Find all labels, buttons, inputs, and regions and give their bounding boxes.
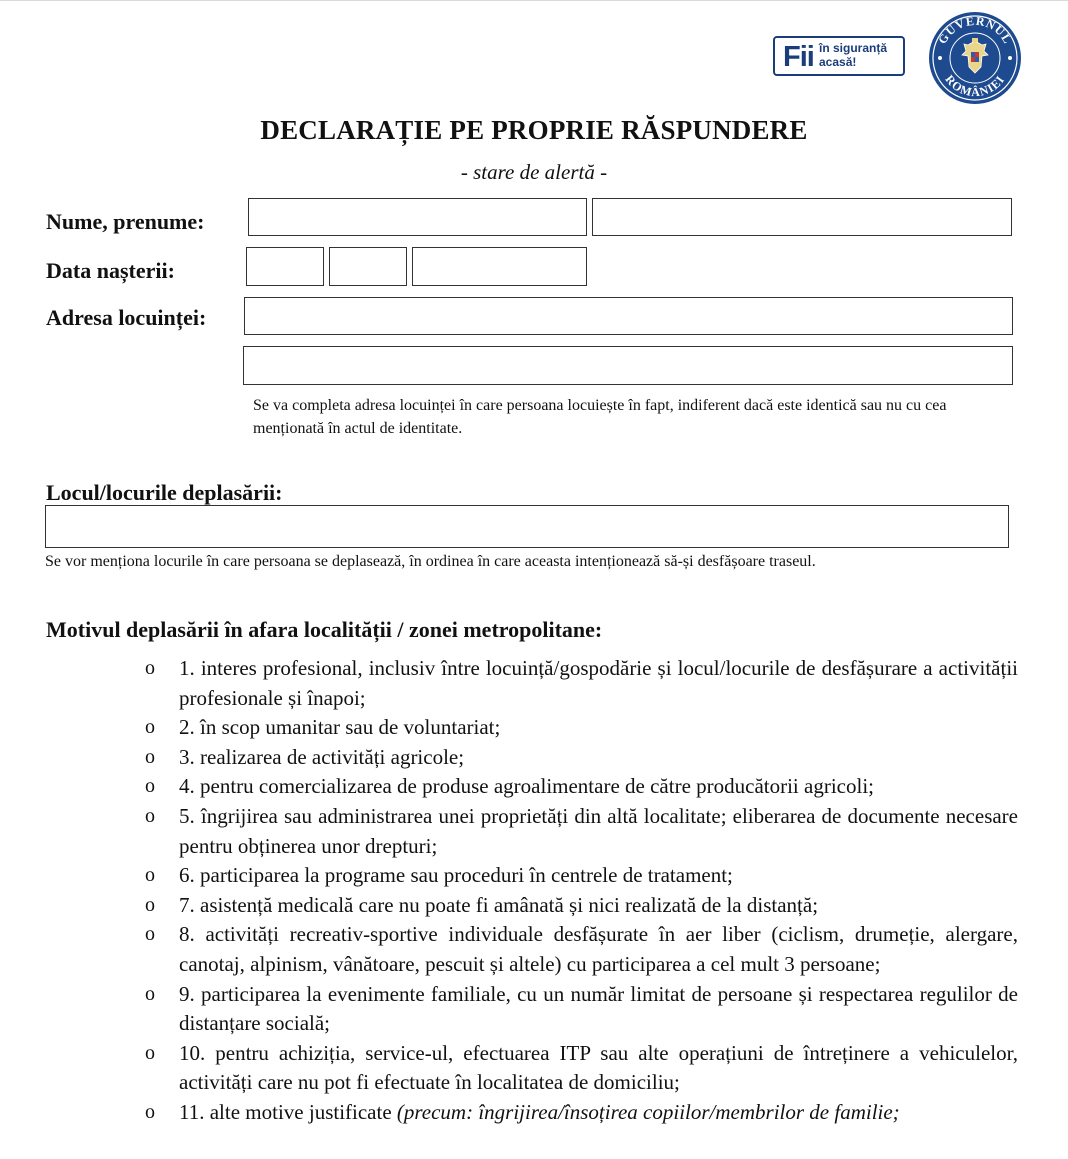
reason-text: 9. participarea la evenimente familiale, cu un număr limitat de persoane și respectarea regulilor de distanțare socială; [179,981,1018,1036]
radio-bullet-icon[interactable]: o [145,923,155,946]
reason-text: 1. interes profesional, inclusiv între locuință/gospodărie și locul/locurile de desfășurare a activității profesionale și înapoi; [179,656,1018,710]
places-label: Locul/locurile deplasării: [46,480,283,505]
reason-heading: Motivul deplasării în afara localității / zonei metropolitane: [46,617,603,642]
radio-bullet-icon[interactable]: o [145,745,155,768]
logo-tagline: în siguranță acasă! [819,41,888,69]
reason-option-2[interactable] [145,713,1018,743]
page-title: DECLARAȚIE PE PROPRIE RĂSPUNDERE [260,115,808,145]
reason-option-8[interactable] [145,920,1018,979]
address-label: Adresa locuinței: [46,305,207,330]
reason-option-10[interactable] [145,1039,1018,1098]
address-note: Se va completa adresa locuinței în care persoana locuiește în fapt, indiferent dacă este identică sau nu cu cea menționată în actul de identitate. [253,397,947,437]
address-field-1[interactable] [244,297,1013,335]
reason-text: 5. îngrijirea sau administrarea unei proprietăți din altă localitate; eliberarea de documente necesare pentru obținerea unor drepturi; [179,803,1018,858]
reason-option-9[interactable] [145,980,1018,1039]
name-field-2[interactable] [592,198,1012,236]
reason-option-1[interactable] [145,654,1018,713]
reason-option-4[interactable] [145,772,1018,802]
reason-option-7[interactable] [145,891,1018,921]
radio-bullet-icon[interactable]: o [145,716,155,739]
reason-option-11[interactable] [145,1098,1018,1128]
reason-text: 10. pentru achiziția, service-ul, efectuarea ITP sau alte operațiuni de întreținere a vehiculelor, activități care nu pot fi efectuate în localitatea de domiciliu; [179,1040,1018,1095]
radio-bullet-icon[interactable]: o [145,775,155,798]
birth-date-label: Data nașterii: [46,258,175,283]
seal-top-text: GUVERNUL [935,13,1016,47]
birth-month-field[interactable] [329,247,407,286]
guvernul-romaniei-seal [928,11,1022,105]
radio-bullet-icon[interactable]: o [145,1100,155,1123]
radio-bullet-icon[interactable]: o [145,982,155,1005]
radio-bullet-icon[interactable]: o [145,804,155,827]
reason-text: 6. participarea la programe sau proceduri în centrele de tratament; [179,863,733,888]
reason-option-6[interactable] [145,861,1018,891]
radio-bullet-icon[interactable]: o [145,864,155,887]
birth-day-field[interactable] [246,247,324,286]
logo-fii-text: Fii [783,41,814,73]
page-subtitle: - stare de alertă - [460,160,608,184]
birth-year-field[interactable] [412,247,587,286]
radio-bullet-icon[interactable]: o [145,893,155,916]
reason-text-italic: (precum: îngrijirea/însoțirea copiilor/membrilor de familie; [396,1099,900,1124]
name-label: Nume, prenume: [46,209,205,234]
reason-text: 7. asistență medicală care nu poate fi amânată și nici realizată de la distanță; [179,892,819,917]
reason-text: 4. pentru comercializarea de produse agroalimentare de către producătorii agricoli; [179,774,874,799]
radio-bullet-icon[interactable]: o [145,657,155,679]
reason-option-5[interactable] [145,802,1018,861]
reason-list [145,654,1018,1128]
reason-text: 3. realizarea de activități agricole; [179,744,465,769]
fii-in-siguranta-logo [773,36,905,76]
reason-option-3[interactable] [145,743,1018,773]
places-field[interactable] [45,505,1009,548]
reason-text: 11. alte motive justificate [179,1099,392,1124]
radio-bullet-icon[interactable]: o [145,1041,155,1064]
places-note: Se vor menționa locurile în care persoana se deplasează, în ordinea în care aceasta intenționează să-și desfășoare traseul. [45,553,816,570]
address-field-2[interactable] [243,346,1013,385]
name-field-1[interactable] [248,198,587,236]
seal-bottom-text: ROMÂNIEI [942,72,1008,100]
reason-text: 2. în scop umanitar sau de voluntariat; [179,715,501,740]
reason-text: 8. activități recreativ-sportive individuale desfășurate în aer liber (ciclism, drumeție, alergare, canotaj, alpinism, vânătoare, pescuit și altele) cu participarea a cel mult 3 persoane; [179,922,1018,976]
page-top-border [0,0,1068,1]
